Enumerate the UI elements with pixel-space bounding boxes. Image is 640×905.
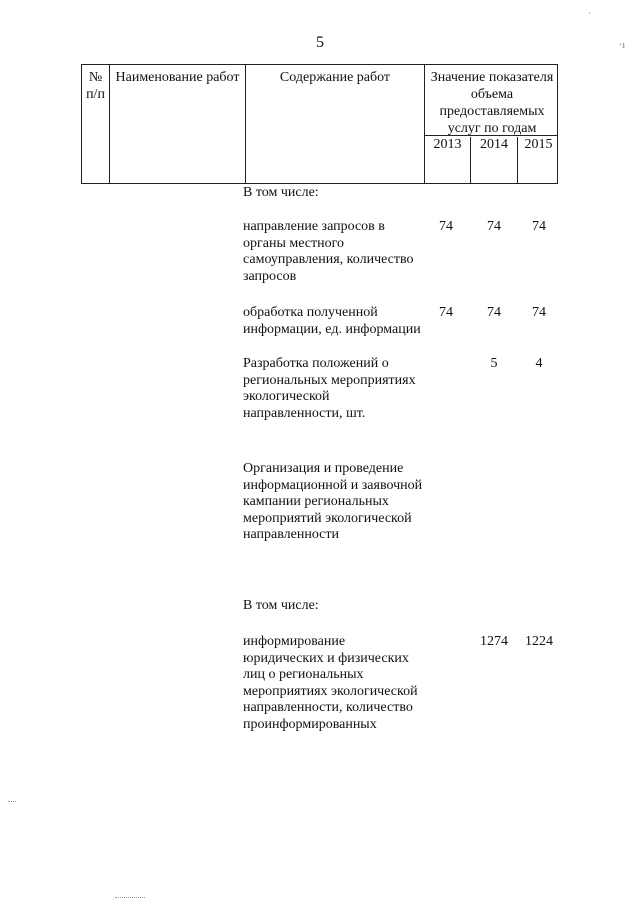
row-value-2013: 74: [439, 219, 453, 234]
row-text: информирование юридических и физических лиц о региональных мероприятиях экологической направленности, количество проинформированных: [243, 634, 418, 732]
scan-speck: ´: [588, 12, 592, 23]
header-num: № п/п: [86, 70, 105, 102]
row-text: В том числе:: [243, 598, 319, 613]
scan-speck: ·ı: [619, 40, 626, 51]
row-text: Организация и проведение информационной и заявочной кампании региональных мероприятий экологической направленности: [243, 461, 423, 542]
scan-speck: [8, 801, 16, 802]
scan-speck: [115, 897, 145, 898]
row-text: Разработка положений о региональных мероприятиях экологической направленности, шт.: [243, 356, 416, 421]
row-value-2015: 1224: [525, 634, 553, 649]
year-2015: 2015: [524, 137, 553, 152]
row-value-2015: 4: [535, 356, 543, 371]
year-2014: 2014: [480, 137, 508, 152]
row-value-2013: 74: [439, 305, 453, 320]
row-value-2014: 1274: [480, 634, 508, 649]
year-2013: 2013: [433, 137, 462, 152]
header-value: Значение показателя объема предоставляемых услуг по годам: [430, 70, 554, 136]
table-header: [81, 64, 558, 184]
header-content: Содержание работ: [279, 70, 391, 85]
row-text: обработка полученной информации, ед. информации: [243, 305, 421, 337]
row-text: направление запросов в органы местного самоуправления, количество запросов: [243, 219, 414, 284]
page-number: 5: [316, 34, 324, 51]
header-name: Наименование работ: [115, 70, 240, 85]
row-value-2014: 74: [487, 219, 501, 234]
row-value-2014: 74: [487, 305, 501, 320]
row-text: В том числе:: [243, 185, 319, 200]
row-value-2015: 74: [532, 219, 546, 234]
row-value-2015: 74: [532, 305, 546, 320]
row-value-2014: 5: [490, 356, 498, 371]
